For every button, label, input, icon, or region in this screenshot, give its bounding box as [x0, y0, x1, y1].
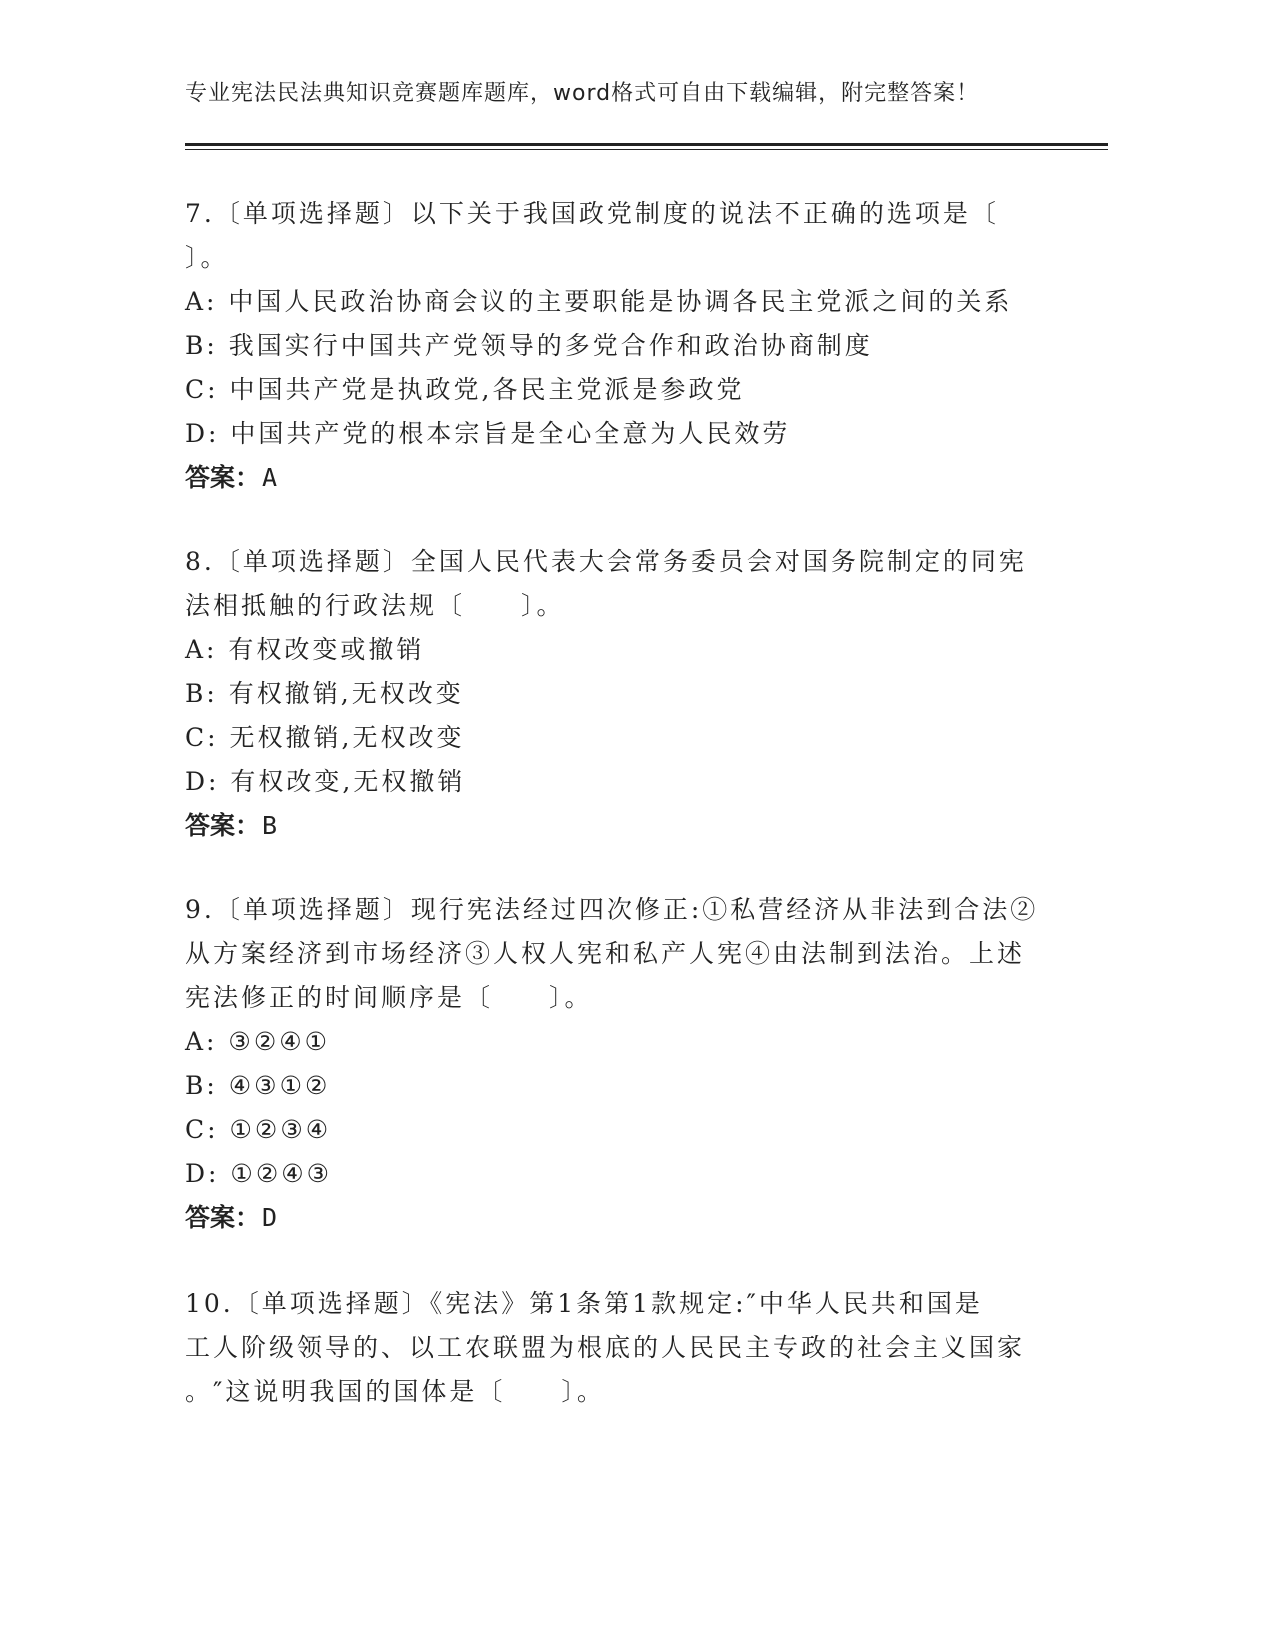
answer	[185, 804, 1065, 848]
option-c: C: ①②③④	[185, 1115, 332, 1144]
option-c: C: 中国共产党是执政党,各民主党派是参政党	[185, 375, 745, 404]
question-10	[185, 1282, 1065, 1414]
header-title: 专业宪法民法典知识竞赛题库题库，word格式可自由下载编辑，附完整答案！	[185, 81, 980, 106]
question-text-line: 从方案经济到市场经济③人权人宪和私产人宪④由法制到法治。上述	[185, 939, 1026, 968]
option-a: A: ③②④①	[185, 1027, 331, 1056]
question-text-line: 〕。	[185, 243, 229, 272]
option-b: B: 有权撤销,无权改变	[185, 679, 464, 708]
question-text-line: 宪法修正的时间顺序是〔 〕。	[185, 983, 593, 1012]
option-d: D: 中国共产党的根本宗旨是全心全意为人民效劳	[185, 419, 791, 448]
question-text-line: 。″这说明我国的国体是〔 〕。	[185, 1377, 605, 1406]
question-8	[185, 540, 1065, 848]
option-a: A: 有权改变或撤销	[185, 635, 425, 664]
answer-label: 答案：	[185, 463, 261, 492]
option-b: B: 我国实行中国共产党领导的多党合作和政治协商制度	[185, 331, 873, 360]
header-rule-thin	[185, 149, 1108, 150]
option-b: B: ④③①②	[185, 1071, 331, 1100]
answer-label: 答案：	[185, 811, 261, 840]
question-text-line: 10.〔单项选择题〕《宪法》第1条第1款规定:″中华人民共和国是	[185, 1289, 983, 1318]
question-text-line: 7.〔单项选择题〕以下关于我国政党制度的说法不正确的选项是〔	[185, 199, 999, 228]
option-c: C: 无权撤销,无权改变	[185, 723, 465, 752]
question-text-line: 8.〔单项选择题〕全国人民代表大会常务委员会对国务院制定的同宪	[185, 547, 1027, 576]
answer-value: A	[262, 463, 278, 492]
question-text-line: 工人阶级领导的、以工农联盟为根底的人民民主专政的社会主义国家	[185, 1333, 1026, 1362]
question-text-line: 法相抵触的行政法规〔 〕。	[185, 591, 565, 620]
option-d: D: 有权改变,无权撤销	[185, 767, 466, 796]
answer	[185, 1196, 1065, 1240]
answer-label: 答案：	[185, 1203, 261, 1232]
answer-value: D	[262, 1203, 278, 1232]
header-rule-thick	[185, 143, 1108, 146]
answer	[185, 456, 1065, 500]
question-7	[185, 192, 1065, 500]
answer-value: B	[262, 811, 278, 840]
option-a: A: 中国人民政治协商会议的主要职能是协调各民主党派之间的关系	[185, 287, 1013, 316]
question-text-line: 9.〔单项选择题〕现行宪法经过四次修正:①私营经济从非法到合法②	[185, 895, 1039, 924]
option-d: D: ①②④③	[185, 1159, 333, 1188]
question-9	[185, 888, 1065, 1240]
